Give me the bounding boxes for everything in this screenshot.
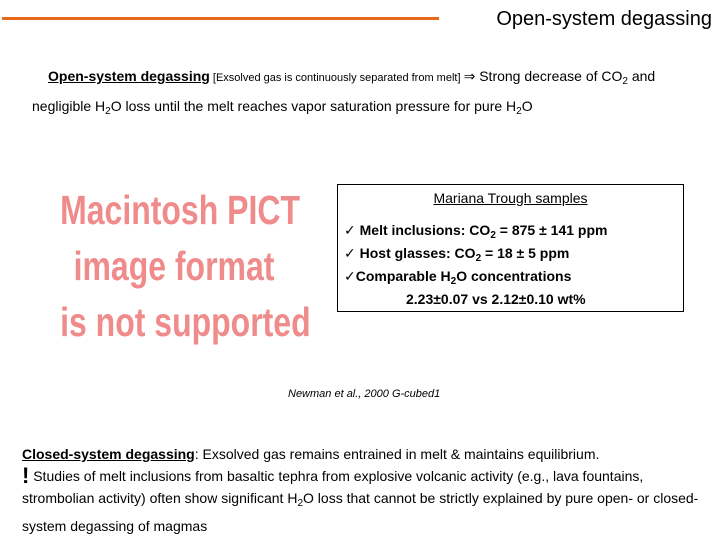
intro-paragraph [32, 64, 718, 124]
melt-inclusions-text: Melt inclusions: CO [355, 222, 491, 238]
intro-sub-1: 2 [622, 76, 628, 87]
comparable-h2o-sub: 2 [450, 276, 457, 287]
melt-inclusions-line [344, 222, 607, 241]
closed-sub-1: 2 [297, 498, 304, 509]
title-rule [2, 17, 439, 20]
host-glasses-value: = 18 ± 5 ppm [481, 245, 570, 261]
checkmark-icon: ✓ [344, 269, 356, 285]
host-glasses-line [344, 245, 569, 264]
slide-title: Open-system degassing [496, 8, 712, 30]
intro-text-2: and negligible H [32, 68, 656, 114]
citation: Newman et al., 2000 G-cubed1 [288, 388, 441, 400]
samples-box [337, 184, 684, 312]
host-glasses-text: Host glasses: CO [355, 245, 476, 261]
checkmark-icon: ✓ [344, 223, 356, 239]
intro-sub-2: 2 [105, 106, 111, 117]
intro-text-4: O [521, 98, 533, 114]
exclamation-icon: ! [22, 463, 30, 488]
intro-heading: Open-system degassing [48, 68, 210, 84]
intro-bracket-open: [ [209, 72, 216, 84]
comparable-h2o-text: Comparable H [355, 268, 451, 284]
host-glasses-sub: 2 [475, 253, 482, 264]
implies-arrow-icon: ⇒ [463, 68, 476, 84]
placeholder-line-3: is not supported [60, 299, 311, 345]
placeholder-line-2: image format [73, 243, 275, 289]
closed-text-2: O loss that cannot be strictly explained by pure open- or closed-system degassing of magmas [22, 490, 699, 534]
checkmark-icon: ✓ [344, 246, 356, 262]
intro-bracket-text: Exsolved gas is continuously separated from melt [215, 72, 458, 84]
intro-sub-3: 2 [516, 106, 522, 117]
intro-text-1: Strong decrease of CO [475, 68, 623, 84]
comparable-h2o-text-2: O concentrations [456, 268, 572, 284]
closed-definition: : Exsolved gas remains entrained in melt & maintains equilibrium. [194, 446, 600, 462]
comparable-h2o-line [344, 268, 571, 287]
closed-heading: Closed-system degassing [22, 446, 195, 462]
intro-text-3: O loss until the melt reaches vapor saturation pressure for pure H [110, 98, 517, 114]
h2o-values-line: 2.23±0.07 vs 2.12±0.10 wt% [406, 291, 586, 307]
unsupported-image-placeholder [28, 182, 320, 362]
closed-text-1: Studies of melt inclusions from basaltic tephra from explosive volcanic activity (e.g., lava fountains, strombolian activity) often show significant H [22, 468, 644, 506]
placeholder-line-1: Macintosh PICT [60, 187, 300, 233]
samples-box-title: Mariana Trough samples [433, 190, 588, 206]
melt-inclusions-value: = 875 ± 141 ppm [495, 222, 608, 238]
intro-bracket-close: ] [457, 72, 464, 84]
closed-system-paragraph [22, 443, 718, 537]
melt-inclusions-sub: 2 [490, 230, 496, 241]
